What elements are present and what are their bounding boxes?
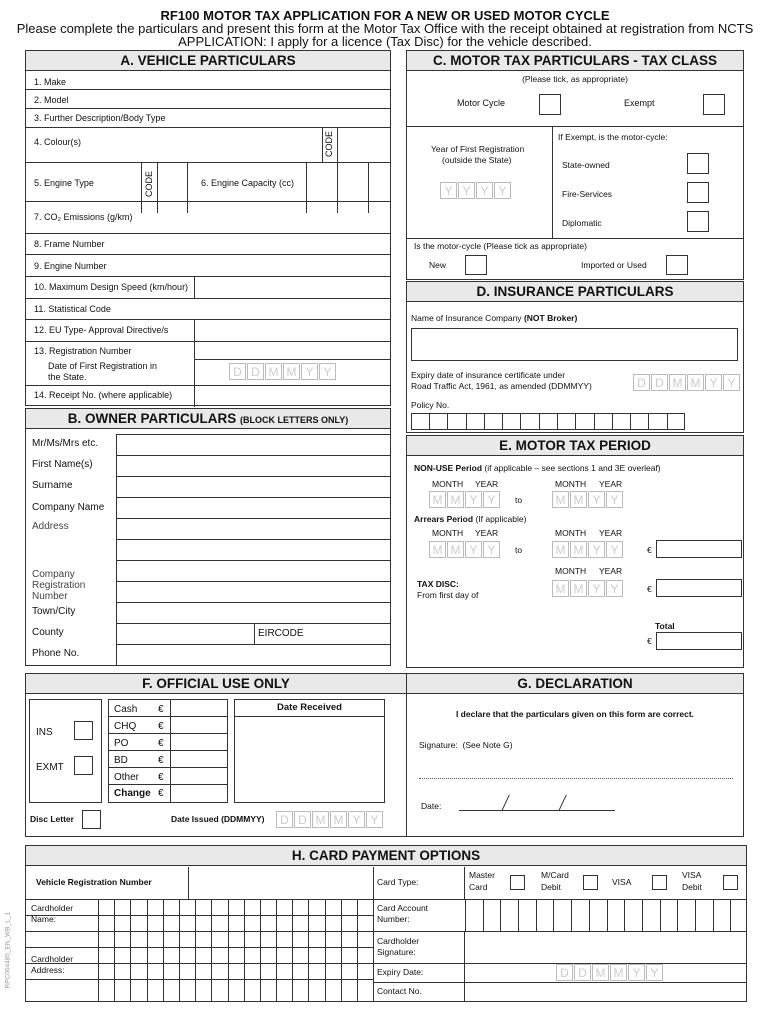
section-g-title: G. DECLARATION bbox=[407, 674, 743, 694]
engine-type-label: 5. Engine Type bbox=[34, 178, 94, 188]
first-name-label: First Name(s) bbox=[32, 459, 93, 470]
vrn-label: Vehicle Registration Number bbox=[36, 877, 152, 887]
signature-label: Signature: (See Note G) bbox=[419, 740, 513, 750]
card-account-label-2: Number: bbox=[377, 914, 410, 924]
card-type-label: Card Type: bbox=[377, 877, 419, 887]
section-c-title: C. MOTOR TAX PARTICULARS - TAX CLASS bbox=[407, 51, 743, 71]
taxdisc-amount-field[interactable] bbox=[656, 579, 742, 597]
motor-cycle-label: Motor Cycle bbox=[457, 98, 506, 108]
insurance-company-label: Name of Insurance Company (NOT Broker) bbox=[411, 313, 578, 323]
exmt-label: EXMT bbox=[36, 762, 64, 773]
arrears-to-month-label: MONTH bbox=[555, 528, 587, 538]
form-instructions: Please complete the particulars and present this form at the Motor Tax Office with the receipt obtained at registration from NCTS bbox=[16, 21, 754, 36]
cardholder-signature-label-2: Signature: bbox=[377, 947, 416, 957]
section-e-title: E. MOTOR TAX PERIOD bbox=[407, 436, 743, 456]
colour-code-label: CODE bbox=[324, 131, 334, 158]
form-title: RF100 MOTOR TAX APPLICATION FOR A NEW OR USED MOTOR CYCLE bbox=[160, 8, 610, 23]
bd-euro: € bbox=[158, 755, 164, 766]
section-f bbox=[25, 673, 407, 837]
insurance-company-field[interactable] bbox=[411, 328, 738, 361]
section-g bbox=[406, 673, 744, 837]
section-b bbox=[25, 408, 391, 666]
cardholder-name-label-2: Name: bbox=[31, 914, 57, 924]
first-registration-label: Date of First Registration in bbox=[48, 361, 158, 371]
bd-label: BD bbox=[114, 755, 128, 766]
exempt-label: Exempt bbox=[624, 98, 655, 108]
company-name-label: Company Name bbox=[32, 502, 105, 513]
nonuse-to-boxes[interactable]: M M Y Y bbox=[552, 491, 624, 508]
visa-debit-label: VISA bbox=[682, 870, 702, 880]
expiry-label-2: Road Traffic Act, 1961, as amended (DDMMYY) bbox=[411, 381, 592, 391]
first-registration-label-2: the State. bbox=[48, 372, 87, 382]
arrears-to-boxes[interactable]: M M Y Y bbox=[552, 541, 624, 558]
other-euro: € bbox=[158, 772, 164, 783]
engine-number-label: 9. Engine Number bbox=[34, 261, 107, 271]
ins-exmt-panel bbox=[29, 699, 102, 803]
mcard-debit-label: M/Card bbox=[541, 870, 569, 880]
section-d-title: D. INSURANCE PARTICULARS bbox=[407, 282, 743, 302]
county-label: County bbox=[32, 627, 64, 638]
chq-euro: € bbox=[158, 721, 164, 732]
total-label: Total bbox=[655, 621, 675, 631]
date-received-box[interactable] bbox=[234, 699, 385, 803]
section-h-title: H. CARD PAYMENT OPTIONS bbox=[26, 846, 746, 866]
tick-note: (Please tick, as appropriate) bbox=[522, 74, 628, 84]
make-label: 1. Make bbox=[34, 77, 67, 87]
taxdisc-boxes[interactable]: M M Y Y bbox=[552, 580, 624, 597]
nonuse-from-year-label: YEAR bbox=[475, 479, 499, 489]
town-label: Town/City bbox=[32, 606, 76, 617]
po-euro: € bbox=[158, 738, 164, 749]
description-label: 3. Further Description/Body Type bbox=[34, 113, 166, 123]
expiry-date-label: Expiry Date: bbox=[377, 967, 424, 977]
visa-debit-label-2: Debit bbox=[682, 882, 702, 892]
total-euro: € bbox=[647, 636, 652, 646]
date-received-label: Date Received bbox=[277, 702, 342, 713]
visa-checkbox[interactable] bbox=[652, 875, 667, 890]
expiry-label: Expiry date of insurance certificate under bbox=[411, 370, 566, 380]
fire-services-checkbox[interactable] bbox=[687, 182, 709, 203]
visa-label: VISA bbox=[612, 877, 632, 887]
section-c bbox=[406, 50, 744, 280]
new-or-used-question: Is the motor-cycle (Please tick as appropriate) bbox=[414, 241, 587, 251]
eircode-label: EIRCODE bbox=[258, 628, 304, 639]
cash-label: Cash bbox=[114, 704, 138, 715]
policy-number-label: Policy No. bbox=[411, 400, 450, 410]
state-owned-label: State-owned bbox=[562, 160, 610, 170]
motor-cycle-checkbox[interactable] bbox=[539, 94, 561, 115]
company-reg-label-2: Registration bbox=[32, 580, 86, 591]
declaration-date-line[interactable] bbox=[459, 810, 615, 811]
first-registration-date-boxes[interactable]: D D M M Y Y bbox=[229, 363, 337, 380]
cardholder-name-label: Cardholder bbox=[31, 903, 74, 913]
year-first-reg-label: Year of First Registration bbox=[431, 144, 525, 154]
card-account-grid[interactable] bbox=[465, 899, 748, 931]
nonuse-from-boxes[interactable]: M M Y Y bbox=[429, 491, 501, 508]
tax-disc-label: TAX DISC: bbox=[417, 579, 459, 589]
arrears-to-label: to bbox=[515, 545, 523, 555]
company-reg-label-1: Company bbox=[32, 569, 75, 580]
exempt-checkbox[interactable] bbox=[703, 94, 725, 115]
mastercard-label-2: Card bbox=[469, 882, 488, 892]
disc-letter-checkbox[interactable] bbox=[82, 810, 101, 829]
mcard-debit-label-2: Debit bbox=[541, 882, 561, 892]
new-checkbox[interactable] bbox=[465, 255, 487, 275]
declaration-text: I declare that the particulars given on this form are correct. bbox=[455, 709, 695, 719]
max-speed-label: 10. Maximum Design Speed (km/hour) bbox=[34, 282, 189, 292]
nonuse-to-year-label: YEAR bbox=[599, 479, 623, 489]
imported-checkbox[interactable] bbox=[666, 255, 688, 275]
change-euro: € bbox=[158, 788, 164, 799]
from-first-day-label: From first day of bbox=[417, 590, 479, 600]
arrears-from-month-label: MONTH bbox=[432, 528, 464, 538]
surname-label: Surname bbox=[32, 480, 73, 491]
receipt-number-label: 14. Receipt No. (where applicable) bbox=[34, 390, 173, 400]
imported-label: Imported or Used bbox=[581, 260, 647, 270]
model-label: 2. Model bbox=[34, 95, 69, 105]
cash-euro: € bbox=[158, 704, 164, 715]
nonuse-label: NON-USE Period (if applicable – see sections 1 and 3E overleaf) bbox=[414, 463, 661, 473]
taxdisc-year-label: YEAR bbox=[599, 566, 623, 576]
fire-services-label: Fire-Services bbox=[562, 189, 613, 199]
taxdisc-euro: € bbox=[647, 584, 652, 594]
taxdisc-month-label: MONTH bbox=[555, 566, 587, 576]
title-label: Mr/Ms/Mrs etc. bbox=[32, 438, 99, 449]
date-issued-boxes[interactable]: D D M M Y Y bbox=[276, 811, 384, 828]
year-first-reg-boxes[interactable]: Y Y Y Y bbox=[440, 182, 512, 199]
colour-label: 4. Colour(s) bbox=[34, 137, 82, 147]
if-exempt-label: If Exempt, is the motor-cycle: bbox=[558, 132, 668, 142]
chq-label: CHQ bbox=[114, 721, 137, 732]
po-label: PO bbox=[114, 738, 129, 749]
engine-code-label: CODE bbox=[144, 171, 154, 198]
phone-label: Phone No. bbox=[32, 648, 80, 659]
nonuse-to-month-label: MONTH bbox=[555, 479, 587, 489]
section-d bbox=[406, 281, 744, 433]
mcard-debit-checkbox[interactable] bbox=[583, 875, 598, 890]
arrears-from-boxes[interactable]: M M Y Y bbox=[429, 541, 501, 558]
year-first-reg-label-2: (outside the State) bbox=[442, 155, 512, 165]
card-account-label: Card Account bbox=[377, 903, 429, 913]
company-reg-label-3: Number bbox=[32, 591, 68, 602]
eu-directive-label: 12. EU Type- Approval Directive/s bbox=[34, 325, 169, 335]
ins-label: INS bbox=[36, 727, 53, 738]
statistical-code-label: 11. Statistical Code bbox=[34, 304, 111, 314]
nonuse-from-month-label: MONTH bbox=[432, 479, 464, 489]
address-label: Address bbox=[32, 521, 69, 532]
nonuse-to-label: to bbox=[515, 495, 523, 505]
visa-debit-checkbox[interactable] bbox=[723, 875, 738, 890]
arrears-from-year-label: YEAR bbox=[475, 528, 499, 538]
date-issued-label: Date Issued (DDMMYY) bbox=[171, 814, 265, 824]
new-label: New bbox=[429, 260, 447, 270]
cardholder-signature-label: Cardholder bbox=[377, 936, 420, 946]
cardholder-address-label-2: Address: bbox=[31, 965, 65, 975]
form-application-line: APPLICATION: I apply for a licence (Tax Disc) for the vehicle described. bbox=[178, 34, 592, 49]
insurance-expiry-boxes[interactable]: D D M M Y Y bbox=[633, 374, 741, 391]
diplomatic-label: Diplomatic bbox=[562, 218, 602, 228]
contact-number-label: Contact No. bbox=[377, 986, 422, 996]
section-h bbox=[25, 845, 747, 1002]
mastercard-checkbox[interactable] bbox=[510, 875, 525, 890]
ins-checkbox[interactable] bbox=[74, 721, 93, 740]
date-label: Date: bbox=[421, 801, 442, 811]
section-a bbox=[25, 50, 391, 406]
section-f-title: F. OFFICIAL USE ONLY bbox=[26, 674, 406, 694]
other-label: Other bbox=[114, 772, 140, 783]
section-b-title: B. OWNER PARTICULARS (BLOCK LETTERS ONLY) bbox=[26, 409, 390, 429]
card-expiry-boxes[interactable]: D D M M Y Y bbox=[556, 964, 664, 981]
mastercard-label: Master bbox=[469, 870, 495, 880]
section-a-title: A. VEHICLE PARTICULARS bbox=[26, 51, 390, 71]
exmt-checkbox[interactable] bbox=[74, 756, 93, 775]
total-amount-field[interactable] bbox=[656, 632, 742, 650]
arrears-to-year-label: YEAR bbox=[599, 528, 623, 538]
arrears-amount-field[interactable] bbox=[656, 540, 742, 558]
signature-line[interactable] bbox=[419, 778, 733, 779]
cardholder-address-label: Cardholder bbox=[31, 954, 74, 964]
registration-number-label: 13. Registration Number bbox=[34, 346, 132, 356]
change-label: Change bbox=[114, 788, 151, 799]
disc-letter-label: Disc Letter bbox=[30, 814, 74, 824]
diplomatic-checkbox[interactable] bbox=[687, 211, 709, 232]
section-e bbox=[406, 435, 744, 668]
state-owned-checkbox[interactable] bbox=[687, 153, 709, 174]
arrears-euro: € bbox=[647, 545, 652, 555]
frame-number-label: 8. Frame Number bbox=[34, 239, 105, 249]
side-reference-code: RPC004485_EN_WB_L_1 bbox=[4, 911, 12, 989]
arrears-label: Arrears Period (If applicable) bbox=[414, 514, 527, 524]
co2-label: 7. CO₂ Emissions (g/km) bbox=[34, 212, 133, 222]
engine-capacity-label: 6. Engine Capacity (cc) bbox=[201, 178, 295, 188]
